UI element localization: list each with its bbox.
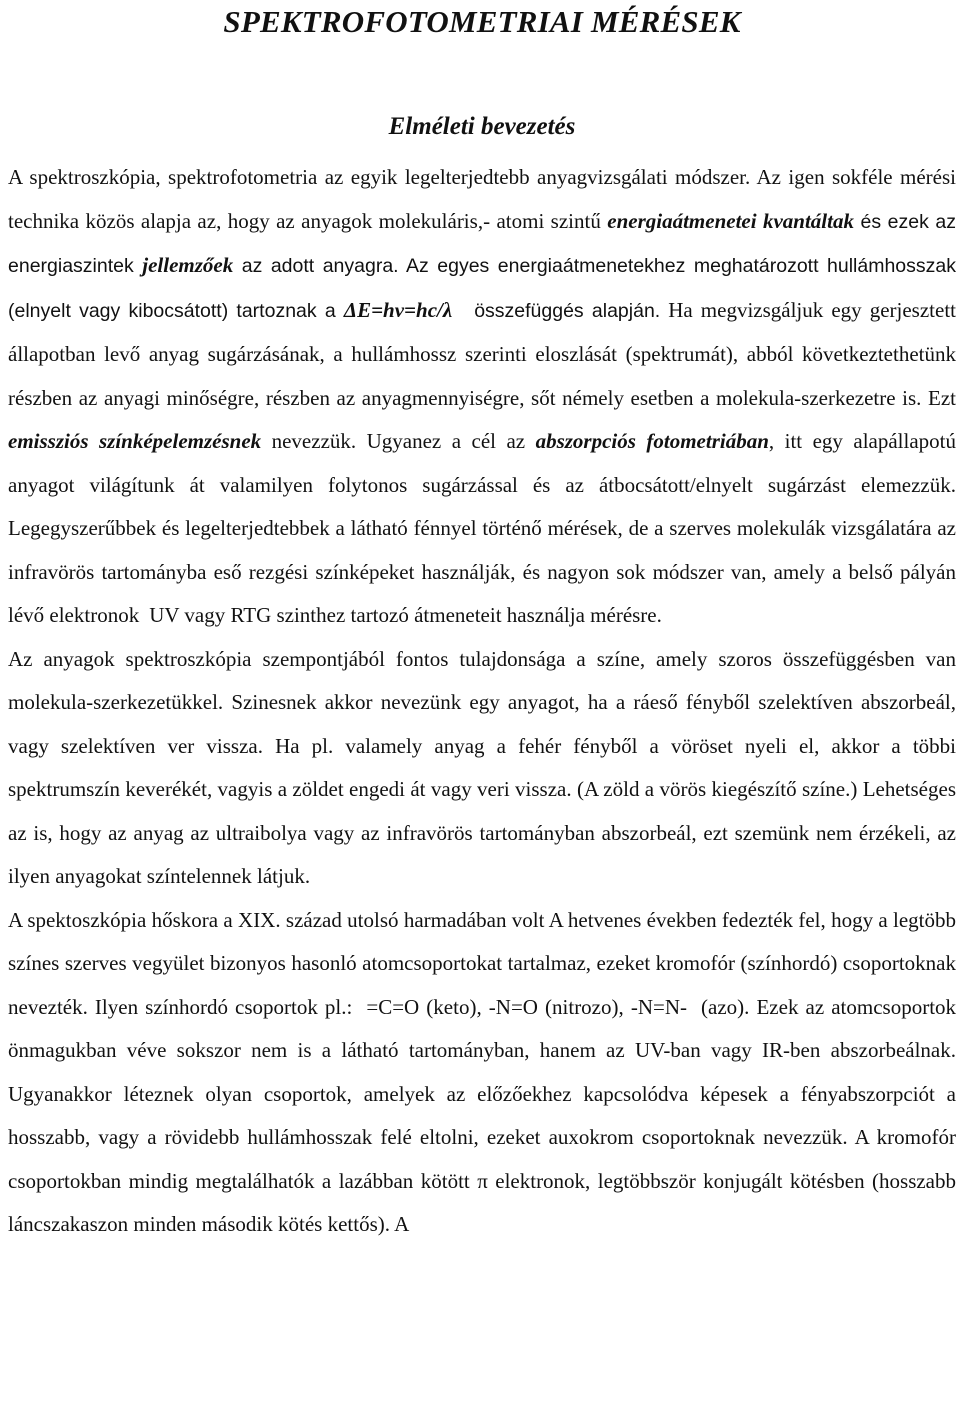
group-keto-note: (keto), [426,994,482,1019]
intro-text-6: nevezzük. Ugyanez a cél az [261,429,536,453]
intro-text-1: A spektroszkópia, spektrofotometria az egyik legelterjedtebb anyagvizsgálati módszer. Az igen sokféle mérési technika közös alapja az, hogy az anyagok molekuláris,- atomi szintű [8,165,956,233]
history-paragraph [8,899,956,1247]
emphasis-emission-analysis: emissziós színképelemzésnek [8,429,262,453]
intro-text-3: az adott anyagra. Az egyes energiaátmenetekhez meghatározott hullámhosszak (elnyelt vagy kibocsátott) tartoznak a [8,255,956,322]
document-page [8,0,956,1247]
intro-text-8: UV vagy RTG szinthez tartozó átmeneteit használja mérésre. [149,603,662,627]
pi-symbol: π [477,1168,488,1193]
color-paragraph: Az anyagok spektroszkópia szempontjából fontos tulajdonsága a színe, amely szoros összefüggésben van molekula-szerkezetükkel. Szinesnek akkor nevezünk egy anyagot, ha a ráeső fényből szelektíven abszorbeál, vagy szelektíven ver vissza. Ha pl. valamely anyag a fehér fényből a vöröset nyeli el, akkor a többi spektrumszín keverékét, vagyis a zöldet engedi át vagy veri vissza. (A zöld a vörös kiegészítő színe.) Lehetséges az is, hogy az anyag az ultraibolya vagy az infravörös tartományban abszorbeál, ezt szemünk nem érzékeli, az ilyen anyagokat színtelennek látjuk. [8,646,956,888]
intro-text-7: , itt egy alapállapotú anyagot világítunk át valamilyen folytonos sugárzással és az átbocsátott/elnyelt sugárzást elemezzük. Legegyszerűbbek és legelterjedtebbek a látható fénnyel történő mérések, de a szerves molekulák vizsgálatára az infravörös tartományba eső rezgési színképeket használják, és nagyon sok módszer van, amely a belső pályán lévő elektronok [8,429,956,627]
group-nitroso: -N=O [488,994,538,1019]
group-azo: -N=N- [630,994,688,1019]
history-text-3: elektronok, legtöbbször konjugált kötésben (hosszabb láncszakaszon minden második kötés kettős). A [8,1168,957,1236]
emphasis-characteristic: jellemzőek [142,253,234,277]
intro-paragraph [8,156,956,638]
history-text-2: Ezek az atomcsoportok önmagukban véve sokszor nem is a látható tartományban, hanem az UV-ban vagy IR-ben abszorbeálnak. Ugyanakkor léteznek olyan csoportok, amelyek az előzőekhez kapcsolódva képesek a fényabszorpciót a hosszabb, vagy a rövidebb hullámhosszak felé eltolni, ezeket auxokrom csoportoknak nevezzük. A kromofór csoportokban mindig megtalálhatók a lazábban kötött [8,994,957,1193]
group-azo-note: (azo). [701,994,750,1019]
section-title: Elméleti bevezetés [388,113,576,140]
history-text-1: A spektoszkópia hőskora a XIX. század utolsó harmadában volt A hetvenes években fedezték fel, hogy a legtöbb színes szerves vegyület bizonyos hasonló atomcsoportokat tartalmaz, ezeket kromofór (színhordó) csoportoknak nevezték. Ilyen színhordó csoportok pl.: [8,907,956,1019]
group-keto: =C=O [366,994,420,1019]
emphasis-absorption-photometry: abszorpciós fotometriában [535,429,769,453]
energy-formula: ΔE=hν=hc/λ [343,297,453,322]
intro-text-5: Ha megvizsgáljuk egy gerjesztett állapotban levő anyag sugárzásának, a hullámhossz szerinti eloszlását (spektrumát), abból következtethetünk részben az anyagi minőségre, részben az anyagmennyiségre, sőt némely esetben a molekula-szerkezetre is. Ezt [8,297,956,410]
document-title: SPEKTROFOTOMETRIAI MÉRÉSEK [223,4,741,39]
emphasis-quantized-transitions: energiaátmenetei kvantáltak [607,208,854,233]
intro-text-4: összefüggés alapján. [474,299,661,322]
intro-text-2: és ezek az energiaszintek [8,210,957,277]
group-nitroso-note: (nitrozo), [545,994,624,1019]
